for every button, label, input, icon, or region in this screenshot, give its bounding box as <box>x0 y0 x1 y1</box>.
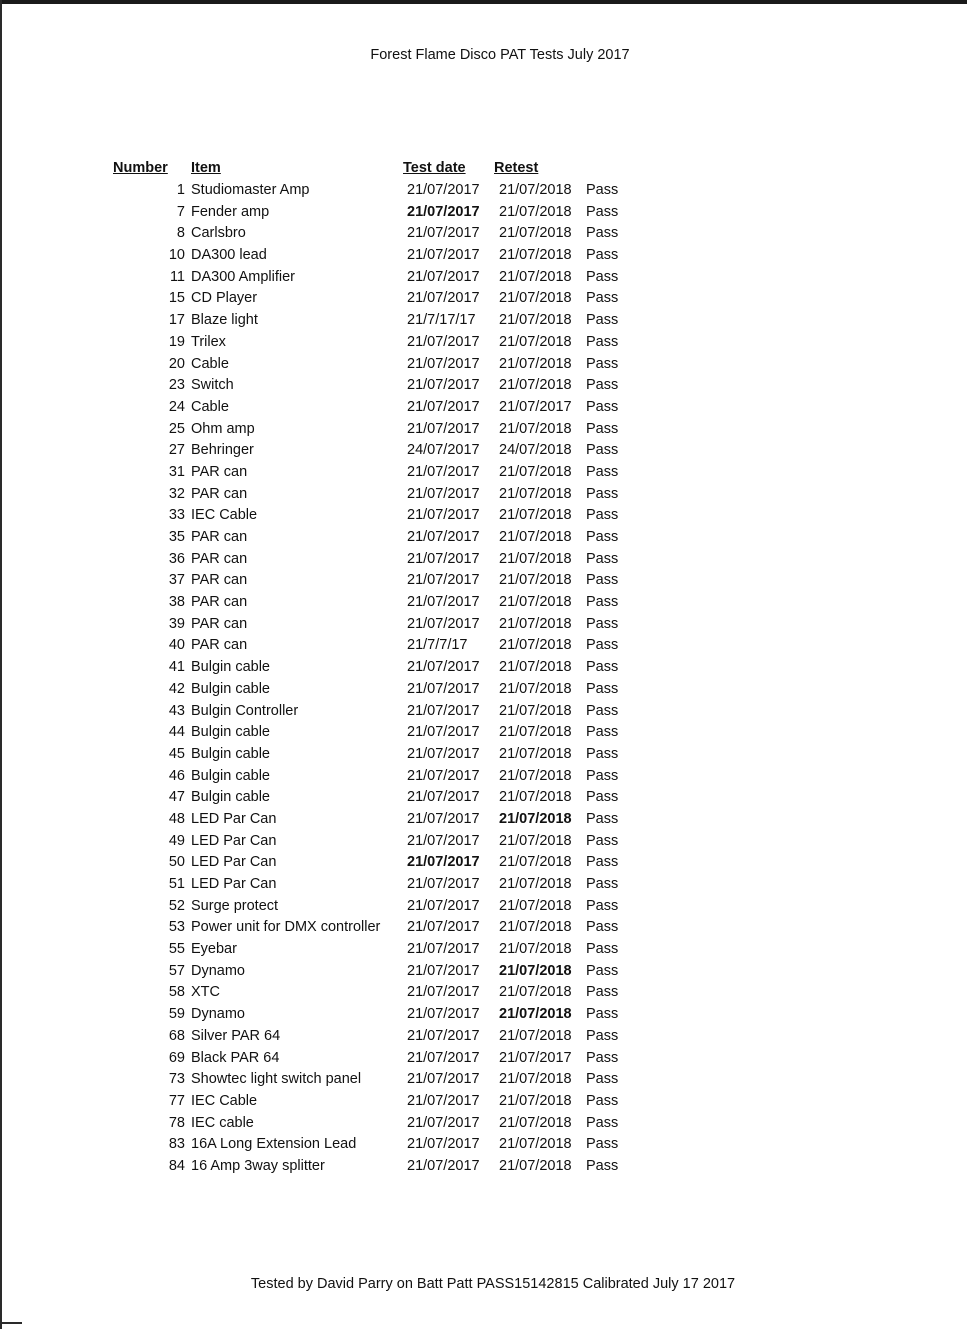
row-test-date: 21/07/2017 <box>407 745 480 762</box>
table-row <box>0 462 967 484</box>
row-item: LED Par Can <box>191 854 277 871</box>
row-item: PAR can <box>191 615 248 632</box>
row-retest-date: 21/07/2018 <box>499 485 572 502</box>
row-test-date: 21/07/2017 <box>407 290 480 307</box>
row-number: 23 <box>168 377 185 394</box>
row-test-date: 21/07/2017 <box>407 897 480 914</box>
row-test-date: 21/7/17/17 <box>407 312 476 329</box>
row-item: Switch <box>191 377 234 394</box>
header-test-date: Test date <box>403 160 466 176</box>
row-number: 55 <box>168 941 185 958</box>
table-row <box>0 332 967 354</box>
row-item: Studiomaster Amp <box>191 182 310 198</box>
row-item: Bulgin cable <box>191 745 270 762</box>
row-result: Pass <box>586 810 619 827</box>
row-test-date: 21/07/2017 <box>407 876 480 892</box>
row-number: 48 <box>168 810 185 827</box>
table-row <box>0 1156 967 1178</box>
table-row <box>0 180 967 202</box>
row-result: Pass <box>586 442 619 459</box>
row-result: Pass <box>586 290 619 307</box>
header-item: Item <box>191 160 221 176</box>
row-result: Pass <box>586 203 619 220</box>
table-row <box>0 549 967 571</box>
row-item: Showtec light switch panel <box>191 1071 362 1088</box>
row-item: LED Par Can <box>191 876 277 892</box>
row-result: Pass <box>586 767 619 784</box>
row-test-date: 21/07/2017 <box>407 398 480 415</box>
row-test-date: 21/07/2017 <box>407 1092 480 1109</box>
row-result: Pass <box>586 225 619 242</box>
row-result: Pass <box>586 724 619 741</box>
row-result: Pass <box>586 550 619 567</box>
table-row <box>0 527 967 549</box>
row-number: 44 <box>168 724 185 741</box>
row-test-date: 21/07/2017 <box>407 615 480 632</box>
row-test-date: 21/07/2017 <box>407 1157 480 1174</box>
table-row <box>0 1091 967 1113</box>
row-number: 8 <box>176 225 185 242</box>
row-item: PAR can <box>191 463 248 480</box>
row-number: 46 <box>168 767 185 784</box>
row-retest-date: 21/07/2018 <box>499 876 572 892</box>
row-test-date: 21/07/2017 <box>407 984 480 1001</box>
row-item: Silver PAR 64 <box>191 1027 281 1044</box>
row-test-date: 21/07/2017 <box>407 529 480 545</box>
row-retest-date: 21/07/2018 <box>499 333 572 350</box>
row-result: Pass <box>586 637 619 654</box>
row-retest-date: 21/07/2018 <box>499 247 572 264</box>
row-item: Bulgin cable <box>191 789 270 806</box>
row-number: 78 <box>168 1114 185 1131</box>
row-number: 24 <box>168 398 185 415</box>
row-number: 27 <box>168 442 185 459</box>
row-test-date: 21/07/2017 <box>407 1049 480 1066</box>
row-item: DA300 Amplifier <box>191 268 295 285</box>
row-result: Pass <box>586 1071 619 1088</box>
row-test-date: 21/7/7/17 <box>407 637 468 654</box>
row-item: DA300 lead <box>191 247 267 264</box>
row-number: 59 <box>168 1006 185 1023</box>
row-item: PAR can <box>191 594 248 611</box>
row-test-date: 21/07/2017 <box>407 203 480 220</box>
row-number: 38 <box>168 594 185 611</box>
row-result: Pass <box>586 594 619 611</box>
row-test-date: 21/07/2017 <box>407 485 480 502</box>
row-result: Pass <box>586 333 619 350</box>
table-row <box>0 917 967 939</box>
row-number: 73 <box>168 1071 185 1088</box>
row-item: Cable <box>191 398 229 415</box>
row-number: 7 <box>176 203 185 220</box>
row-retest-date: 21/07/2018 <box>499 290 572 307</box>
row-result: Pass <box>586 941 619 958</box>
row-retest-date: 21/07/2018 <box>499 1027 572 1044</box>
table-row <box>0 288 967 310</box>
row-number: 19 <box>168 333 185 350</box>
row-item: Power unit for DMX controller <box>191 919 381 936</box>
row-test-date: 21/07/2017 <box>407 854 480 871</box>
row-test-date: 21/07/2017 <box>407 268 480 285</box>
table-row <box>0 722 967 744</box>
row-test-date: 21/07/2017 <box>407 1027 480 1044</box>
scan-corner-mark <box>0 1322 22 1324</box>
table-row <box>0 267 967 289</box>
row-number: 52 <box>168 897 185 914</box>
row-result: Pass <box>586 485 619 502</box>
row-retest-date: 21/07/2018 <box>499 854 572 871</box>
table-row <box>0 701 967 723</box>
row-result: Pass <box>586 615 619 632</box>
row-retest-date: 24/07/2018 <box>499 442 572 459</box>
row-test-date: 21/07/2017 <box>407 377 480 394</box>
table-row <box>0 484 967 506</box>
row-retest-date: 21/07/2018 <box>499 463 572 480</box>
row-number: 53 <box>168 919 185 936</box>
row-result: Pass <box>586 1092 619 1109</box>
document-title: Forest Flame Disco PAT Tests July 2017 <box>370 47 630 63</box>
row-retest-date: 21/07/2018 <box>499 1071 572 1088</box>
row-test-date: 21/07/2017 <box>407 182 480 198</box>
table-row <box>0 852 967 874</box>
row-result: Pass <box>586 680 619 697</box>
table-row <box>0 679 967 701</box>
row-number: 83 <box>168 1136 185 1153</box>
row-item: PAR can <box>191 572 248 589</box>
row-item: CD Player <box>191 290 258 307</box>
row-number: 51 <box>168 876 185 892</box>
row-test-date: 24/07/2017 <box>407 442 480 459</box>
row-result: Pass <box>586 463 619 480</box>
row-item: Cable <box>191 355 229 372</box>
row-number: 69 <box>168 1049 185 1066</box>
table-row <box>0 223 967 245</box>
row-result: Pass <box>586 1027 619 1044</box>
row-item: Trilex <box>191 333 226 350</box>
row-test-date: 21/07/2017 <box>407 463 480 480</box>
row-item: Blaze light <box>191 312 258 329</box>
row-number: 39 <box>168 615 185 632</box>
row-result: Pass <box>586 702 619 719</box>
row-test-date: 21/07/2017 <box>407 572 480 589</box>
row-result: Pass <box>586 832 619 849</box>
table-row <box>0 961 967 983</box>
row-item: PAR can <box>191 485 248 502</box>
row-retest-date: 21/07/2017 <box>499 1049 572 1066</box>
row-retest-date: 21/07/2018 <box>499 767 572 784</box>
table-row <box>0 1134 967 1156</box>
row-item: Bulgin Controller <box>191 702 299 719</box>
row-number: 31 <box>168 463 185 480</box>
row-number: 35 <box>168 529 185 545</box>
row-result: Pass <box>586 1136 619 1153</box>
table-row <box>0 570 967 592</box>
scan-top-edge <box>0 0 967 4</box>
table-row <box>0 440 967 462</box>
table-row <box>0 1113 967 1135</box>
row-result: Pass <box>586 745 619 762</box>
row-number: 37 <box>168 572 185 589</box>
row-retest-date: 21/07/2018 <box>499 941 572 958</box>
row-result: Pass <box>586 377 619 394</box>
row-test-date: 21/07/2017 <box>407 1136 480 1153</box>
row-test-date: 21/07/2017 <box>407 941 480 958</box>
row-item: Eyebar <box>191 941 237 958</box>
row-result: Pass <box>586 247 619 264</box>
row-test-date: 21/07/2017 <box>407 680 480 697</box>
row-result: Pass <box>586 789 619 806</box>
row-item: Dynamo <box>191 962 245 979</box>
table-row <box>0 657 967 679</box>
row-number: 36 <box>168 550 185 567</box>
row-test-date: 21/07/2017 <box>407 832 480 849</box>
row-test-date: 21/07/2017 <box>407 225 480 242</box>
row-result: Pass <box>586 182 619 198</box>
row-item: Bulgin cable <box>191 767 270 784</box>
table-row <box>0 397 967 419</box>
row-number: 1 <box>176 182 185 198</box>
row-retest-date: 21/07/2018 <box>499 420 572 437</box>
row-item: PAR can <box>191 637 248 654</box>
row-test-date: 21/07/2017 <box>407 1114 480 1131</box>
row-item: LED Par Can <box>191 810 277 827</box>
table-row <box>0 831 967 853</box>
row-item: Carlsbro <box>191 225 246 242</box>
row-retest-date: 21/07/2018 <box>499 355 572 372</box>
row-retest-date: 21/07/2018 <box>499 225 572 242</box>
row-retest-date: 21/07/2018 <box>499 702 572 719</box>
row-retest-date: 21/07/2018 <box>499 659 572 676</box>
row-item: Ohm amp <box>191 420 255 437</box>
row-retest-date: 21/07/2018 <box>499 1092 572 1109</box>
row-result: Pass <box>586 420 619 437</box>
header-retest: Retest <box>494 160 539 176</box>
row-test-date: 21/07/2017 <box>407 594 480 611</box>
row-retest-date: 21/07/2018 <box>499 312 572 329</box>
row-number: 57 <box>168 962 185 979</box>
row-number: 40 <box>168 637 185 654</box>
row-number: 33 <box>168 507 185 524</box>
row-item: Surge protect <box>191 897 279 914</box>
row-result: Pass <box>586 1114 619 1131</box>
row-item: LED Par Can <box>191 832 277 849</box>
row-test-date: 21/07/2017 <box>407 550 480 567</box>
row-retest-date: 21/07/2018 <box>499 724 572 741</box>
table-row <box>0 635 967 657</box>
row-retest-date: 21/07/2018 <box>499 919 572 936</box>
row-test-date: 21/07/2017 <box>407 1006 480 1023</box>
table-row <box>0 766 967 788</box>
row-number: 45 <box>168 745 185 762</box>
table-row <box>0 419 967 441</box>
row-retest-date: 21/07/2018 <box>499 507 572 524</box>
row-item: IEC Cable <box>191 1092 258 1109</box>
table-row <box>0 614 967 636</box>
row-number: 58 <box>168 984 185 1001</box>
row-result: Pass <box>586 659 619 676</box>
row-result: Pass <box>586 984 619 1001</box>
row-number: 49 <box>168 832 185 849</box>
row-retest-date: 21/07/2018 <box>499 1114 572 1131</box>
row-test-date: 21/07/2017 <box>407 702 480 719</box>
row-number: 68 <box>168 1027 185 1044</box>
row-number: 20 <box>168 355 185 372</box>
row-test-date: 21/07/2017 <box>407 919 480 936</box>
row-retest-date: 21/07/2018 <box>499 745 572 762</box>
row-number: 10 <box>168 247 185 264</box>
table-row <box>0 939 967 961</box>
pat-test-table <box>0 180 967 1178</box>
row-item: Bulgin cable <box>191 724 270 741</box>
row-test-date: 21/07/2017 <box>407 962 480 979</box>
table-row <box>0 505 967 527</box>
row-retest-date: 21/07/2018 <box>499 268 572 285</box>
row-test-date: 21/07/2017 <box>407 247 480 264</box>
table-row <box>0 787 967 809</box>
row-item: IEC Cable <box>191 507 258 524</box>
row-result: Pass <box>586 1049 619 1066</box>
row-retest-date: 21/07/2018 <box>499 594 572 611</box>
table-row <box>0 245 967 267</box>
table-row <box>0 1048 967 1070</box>
row-retest-date: 21/07/2018 <box>499 572 572 589</box>
row-retest-date: 21/07/2018 <box>499 984 572 1001</box>
row-test-date: 21/07/2017 <box>407 507 480 524</box>
table-row <box>0 896 967 918</box>
row-test-date: 21/07/2017 <box>407 1071 480 1088</box>
row-retest-date: 21/07/2018 <box>499 182 572 198</box>
row-retest-date: 21/07/2018 <box>499 637 572 654</box>
row-retest-date: 21/07/2018 <box>499 529 572 545</box>
row-item: IEC cable <box>191 1114 254 1131</box>
row-test-date: 21/07/2017 <box>407 724 480 741</box>
row-result: Pass <box>586 355 619 372</box>
table-row <box>0 744 967 766</box>
row-result: Pass <box>586 876 619 892</box>
row-number: 17 <box>168 312 185 329</box>
row-number: 77 <box>168 1092 185 1109</box>
row-retest-date: 21/07/2018 <box>499 962 572 979</box>
row-result: Pass <box>586 312 619 329</box>
row-test-date: 21/07/2017 <box>407 420 480 437</box>
table-row <box>0 375 967 397</box>
row-retest-date: 21/07/2018 <box>499 1157 572 1174</box>
table-row <box>0 1069 967 1091</box>
tester-footer: Tested by David Parry on Batt Patt PASS15142815 Calibrated July 17 2017 <box>250 1276 736 1292</box>
table-row <box>0 202 967 224</box>
table-row <box>0 1026 967 1048</box>
row-retest-date: 21/07/2018 <box>499 203 572 220</box>
row-number: 32 <box>168 485 185 502</box>
row-result: Pass <box>586 507 619 524</box>
row-result: Pass <box>586 529 619 545</box>
row-number: 25 <box>168 420 185 437</box>
row-result: Pass <box>586 919 619 936</box>
row-item: Black PAR 64 <box>191 1049 280 1066</box>
row-retest-date: 21/07/2018 <box>499 615 572 632</box>
row-test-date: 21/07/2017 <box>407 789 480 806</box>
row-item: Behringer <box>191 442 254 459</box>
row-result: Pass <box>586 398 619 415</box>
row-retest-date: 21/07/2018 <box>499 550 572 567</box>
row-retest-date: 21/07/2017 <box>499 398 572 415</box>
table-row <box>0 1004 967 1026</box>
row-result: Pass <box>586 1157 619 1174</box>
row-retest-date: 21/07/2018 <box>499 1006 572 1023</box>
row-number: 41 <box>168 659 185 676</box>
row-number: 42 <box>168 680 185 697</box>
row-result: Pass <box>586 572 619 589</box>
row-number: 50 <box>168 854 185 871</box>
row-number: 15 <box>168 290 185 307</box>
table-row <box>0 982 967 1004</box>
row-item: 16 Amp 3way splitter <box>191 1157 325 1174</box>
row-test-date: 21/07/2017 <box>407 810 480 827</box>
table-row <box>0 809 967 831</box>
table-row <box>0 592 967 614</box>
row-item: Bulgin cable <box>191 659 270 676</box>
row-test-date: 21/07/2017 <box>407 355 480 372</box>
row-number: 84 <box>168 1157 185 1174</box>
row-item: 16A Long Extension Lead <box>191 1136 357 1153</box>
row-number: 47 <box>168 789 185 806</box>
row-item: XTC <box>191 984 220 1001</box>
row-retest-date: 21/07/2018 <box>499 680 572 697</box>
row-retest-date: 21/07/2018 <box>499 377 572 394</box>
row-test-date: 21/07/2017 <box>407 333 480 350</box>
row-retest-date: 21/07/2018 <box>499 897 572 914</box>
row-result: Pass <box>586 268 619 285</box>
table-row <box>0 354 967 376</box>
row-result: Pass <box>586 1006 619 1023</box>
row-item: Dynamo <box>191 1006 245 1023</box>
row-test-date: 21/07/2017 <box>407 659 480 676</box>
row-result: Pass <box>586 854 619 871</box>
row-retest-date: 21/07/2018 <box>499 810 572 827</box>
row-test-date: 21/07/2017 <box>407 767 480 784</box>
row-retest-date: 21/07/2018 <box>499 832 572 849</box>
row-number: 11 <box>169 268 185 285</box>
row-item: PAR can <box>191 550 248 567</box>
row-item: Fender amp <box>191 203 270 220</box>
row-result: Pass <box>586 962 619 979</box>
row-retest-date: 21/07/2018 <box>499 1136 572 1153</box>
row-item: PAR can <box>191 529 248 545</box>
table-row <box>0 310 967 332</box>
table-row <box>0 874 967 896</box>
header-number: Number <box>113 160 168 176</box>
row-result: Pass <box>586 897 619 914</box>
row-number: 43 <box>168 702 185 719</box>
row-retest-date: 21/07/2018 <box>499 789 572 806</box>
row-item: Bulgin cable <box>191 680 270 697</box>
